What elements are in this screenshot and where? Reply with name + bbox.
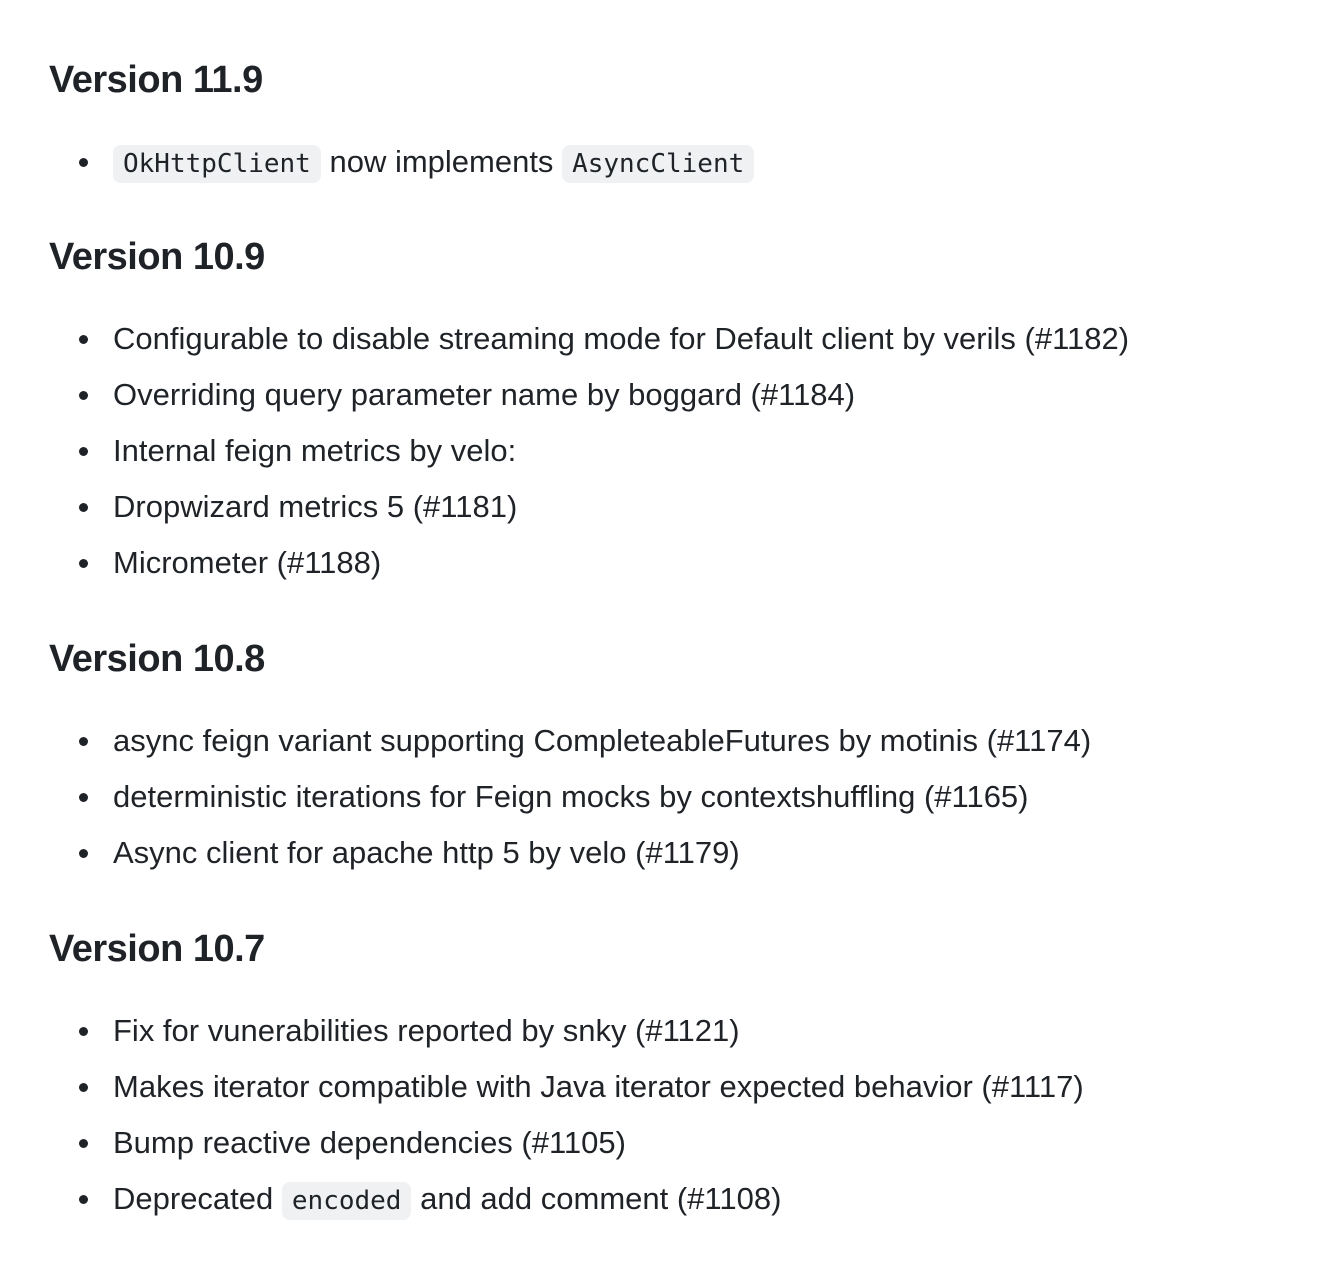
list-item [113,1003,1084,1059]
version-heading: Version 10.8 [49,638,265,680]
item-text: Internal feign metrics by velo: [113,433,517,468]
inline-code: OkHttpClient [113,145,321,183]
bullet-icon [78,311,88,367]
bullet-icon [78,769,88,825]
bullet-icon [78,423,88,479]
item-text: deterministic iterations for Feign mocks by contextshuffling (#1165) [113,779,1029,814]
list-item [113,479,1129,535]
change-list [49,1003,1084,1227]
list-item [113,825,1091,881]
item-text: Dropwizard metrics 5 (#1181) [113,489,518,524]
inline-code: encoded [282,1182,412,1220]
list-item [113,134,754,190]
item-text: and add comment (#1108) [411,1181,782,1216]
version-section-10-9 [49,233,1130,580]
list-item [113,311,1129,367]
list-item [113,423,1129,479]
version-section-10-7 [49,925,1084,1216]
bullet-icon [78,825,88,881]
list-item [113,1059,1084,1115]
bullet-icon [78,713,88,769]
item-text: Makes iterator compatible with Java iterator expected behavior (#1117) [113,1069,1084,1104]
item-text: async feign variant supporting CompleteableFutures by motinis (#1174) [113,723,1092,758]
version-section-11-9 [49,56,745,179]
item-text: Overriding query parameter name by boggard (#1184) [113,377,856,412]
list-item [113,535,1129,591]
list-item [113,367,1129,423]
item-text: Micrometer (#1188) [113,545,382,580]
bullet-icon [78,479,88,535]
bullet-icon [78,1059,88,1115]
version-heading: Version 10.9 [49,236,265,278]
bullet-icon [78,535,88,591]
version-heading: Version 11.9 [49,59,263,101]
bullet-icon [78,1171,88,1227]
list-item [113,769,1091,825]
item-text: Bump reactive dependencies (#1105) [113,1125,626,1160]
change-list [49,713,1091,881]
change-list [49,134,754,190]
list-item [113,713,1091,769]
item-text: Configurable to disable streaming mode for Default client by verils (#1182) [113,321,1130,356]
item-text: Fix for vunerabilities reported by snky (#1121) [113,1013,740,1048]
version-section-10-8 [49,635,1092,870]
bullet-icon [78,134,88,190]
inline-code: AsyncClient [562,145,754,183]
bullet-icon [78,1003,88,1059]
item-text: now implements [320,144,563,179]
version-heading: Version 10.7 [49,928,265,970]
item-text: Deprecated [113,1181,282,1216]
bullet-icon [78,1115,88,1171]
list-item [113,1171,1084,1227]
item-text: Async client for apache http 5 by velo (#1179) [113,835,740,870]
list-item [113,1115,1084,1171]
change-list [49,311,1129,591]
bullet-icon [78,367,88,423]
